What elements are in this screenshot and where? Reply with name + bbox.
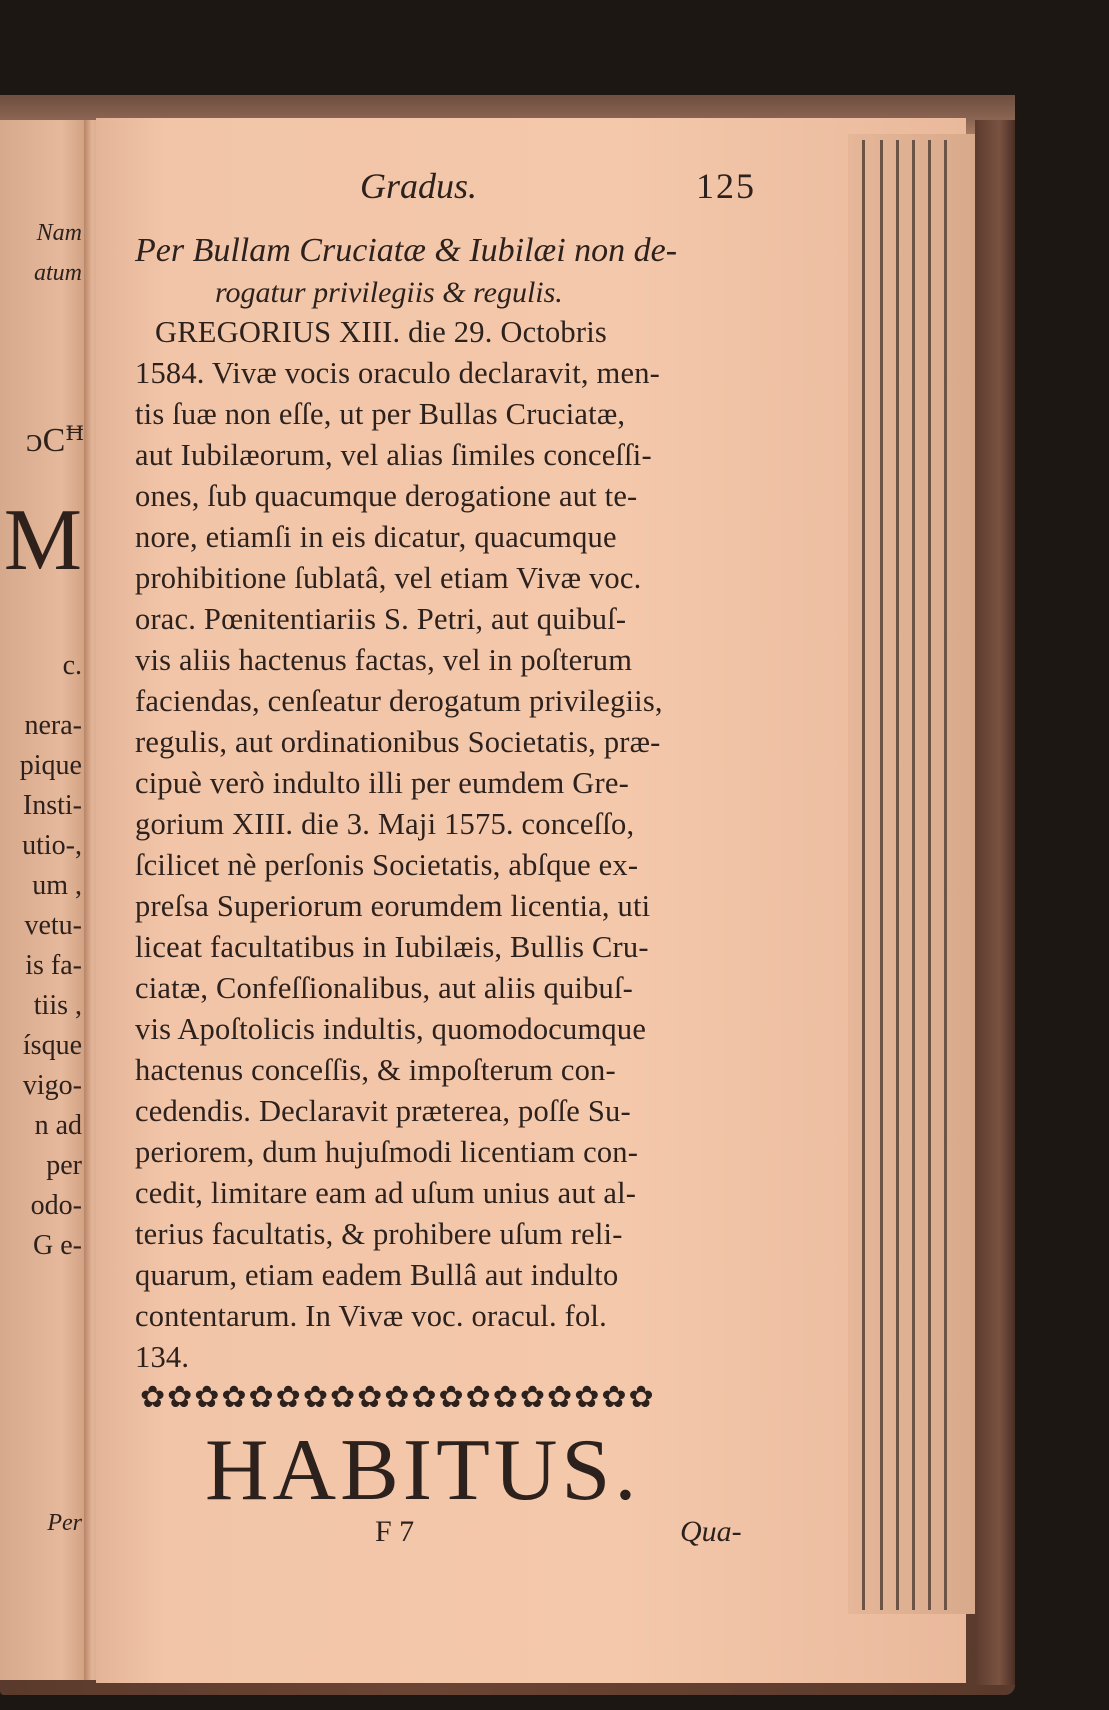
body-text-line: prohibitione ſublatâ, vel etiam Vivæ voc. xyxy=(135,561,642,595)
body-text-line: faciendas, cenſeatur derogatum privilegiis, xyxy=(135,684,663,718)
body-text-line: periorem, dum hujuſmodi licentiam con- xyxy=(135,1135,639,1169)
body-text-line: GREGORIUS XIII. die 29. Octobris xyxy=(155,315,607,349)
body-text-line: vis aliis hactenus factas, vel in poſterum xyxy=(135,643,633,677)
body-text-line: tis ſuæ non eſſe, ut per Bullas Cruciatæ, xyxy=(135,397,626,431)
leaf-edge-line xyxy=(862,140,865,1610)
verso-big-letter: M xyxy=(3,492,82,589)
verso-line: um , xyxy=(32,870,82,901)
running-head xyxy=(135,165,760,215)
body-text-line: cipuè verò indulto illi per eumdem Gre- xyxy=(135,766,629,800)
verso-line: atum xyxy=(34,260,82,286)
verso-line: G e- xyxy=(33,1230,82,1261)
body-text-line: ciatæ, Confeſſionalibus, aut aliis quibuſ- xyxy=(135,971,634,1005)
verso-ornament: ᴐCꟸ xyxy=(26,422,84,459)
printers-ornament-row: ✿✿✿✿✿✿✿✿✿✿✿✿✿✿✿✿✿✿✿ xyxy=(140,1381,656,1414)
leaf-edge-line xyxy=(880,140,883,1610)
verso-line: vetu- xyxy=(24,910,82,941)
body-text-line: contentarum. In Vivæ voc. oracul. fol. xyxy=(135,1299,607,1333)
body-text-line: 134. xyxy=(135,1340,190,1374)
verso-line: tiis , xyxy=(33,990,82,1021)
body-text-line: nore, etiamſi in eis dicatur, quacumque xyxy=(135,520,617,554)
body-text-line: ones, ſub quacumque derogatione aut te- xyxy=(135,479,638,513)
body-text-line: liceat facultatibus in Iubilæis, Bullis Cru- xyxy=(135,930,649,964)
leaf-edge-line xyxy=(896,140,899,1610)
body-text-line: aut Iubilæorum, vel alias ſimiles conceſſi- xyxy=(135,438,652,472)
section-title: HABITUS. xyxy=(205,1422,641,1519)
verso-catchword: Per xyxy=(47,1510,82,1536)
page-number: 125 xyxy=(696,166,756,206)
verso-line: utio-, xyxy=(22,830,82,861)
verso-line: vigo- xyxy=(22,1070,82,1101)
verso-line: odo- xyxy=(30,1190,82,1221)
verso-line: ísque xyxy=(22,1030,82,1061)
leaf-edge-line xyxy=(928,140,931,1610)
verso-line: Insti- xyxy=(22,790,82,821)
body-text-line: gorium XIII. die 3. Maji 1575. conceſſo, xyxy=(135,807,635,841)
section-heading-line: rogatur privilegiis & regulis. xyxy=(215,276,563,309)
body-text-line: preſsa Superiorum eorumdem licentia, uti xyxy=(135,889,651,923)
verso-line: pique xyxy=(19,750,82,781)
leaf-edge-line xyxy=(944,140,947,1610)
body-text-line: terius facultatis, & prohibere uſum reli- xyxy=(135,1217,623,1251)
book-cover-edge xyxy=(975,120,1015,1685)
body-text-line: hactenus conceſſis, & impoſterum con- xyxy=(135,1053,616,1087)
body-text-line: regulis, aut ordinationibus Societatis, præ- xyxy=(135,725,661,759)
section-heading-line: Per Bullam Cruciatæ & Iubilæi non de- xyxy=(135,232,678,269)
body-text-line: 1584. Vivæ vocis oraculo declaravit, men- xyxy=(135,356,661,390)
body-text-line: vis Apoſtolicis indultis, quomodocumque xyxy=(135,1012,647,1046)
verso-line: is fa- xyxy=(25,950,82,981)
verso-line: nera- xyxy=(24,710,82,741)
body-text-line: cedit, limitare eam ad uſum unius aut al- xyxy=(135,1176,637,1210)
catchword: Qua- xyxy=(680,1515,742,1548)
body-text-line: orac. Pœnitentiariis S. Petri, aut quibuſ- xyxy=(135,602,627,636)
verso-line: n ad xyxy=(34,1110,82,1141)
signature-mark: F 7 xyxy=(375,1515,415,1548)
verso-line: c. xyxy=(62,650,82,681)
body-text-line: cedendis. Declaravit præterea, poſſe Su- xyxy=(135,1094,631,1128)
verso-line: per xyxy=(46,1150,82,1181)
verso-line: Nam xyxy=(36,220,82,246)
verso-page-fragment xyxy=(0,120,88,1680)
leaf-edge-line xyxy=(912,140,915,1610)
body-text-line: quarum, etiam eadem Bullâ aut indulto xyxy=(135,1258,619,1292)
running-head-title: Gradus. xyxy=(360,166,478,206)
body-text-line: ſcilicet nè perſonis Societatis, abſque ex- xyxy=(135,848,639,882)
